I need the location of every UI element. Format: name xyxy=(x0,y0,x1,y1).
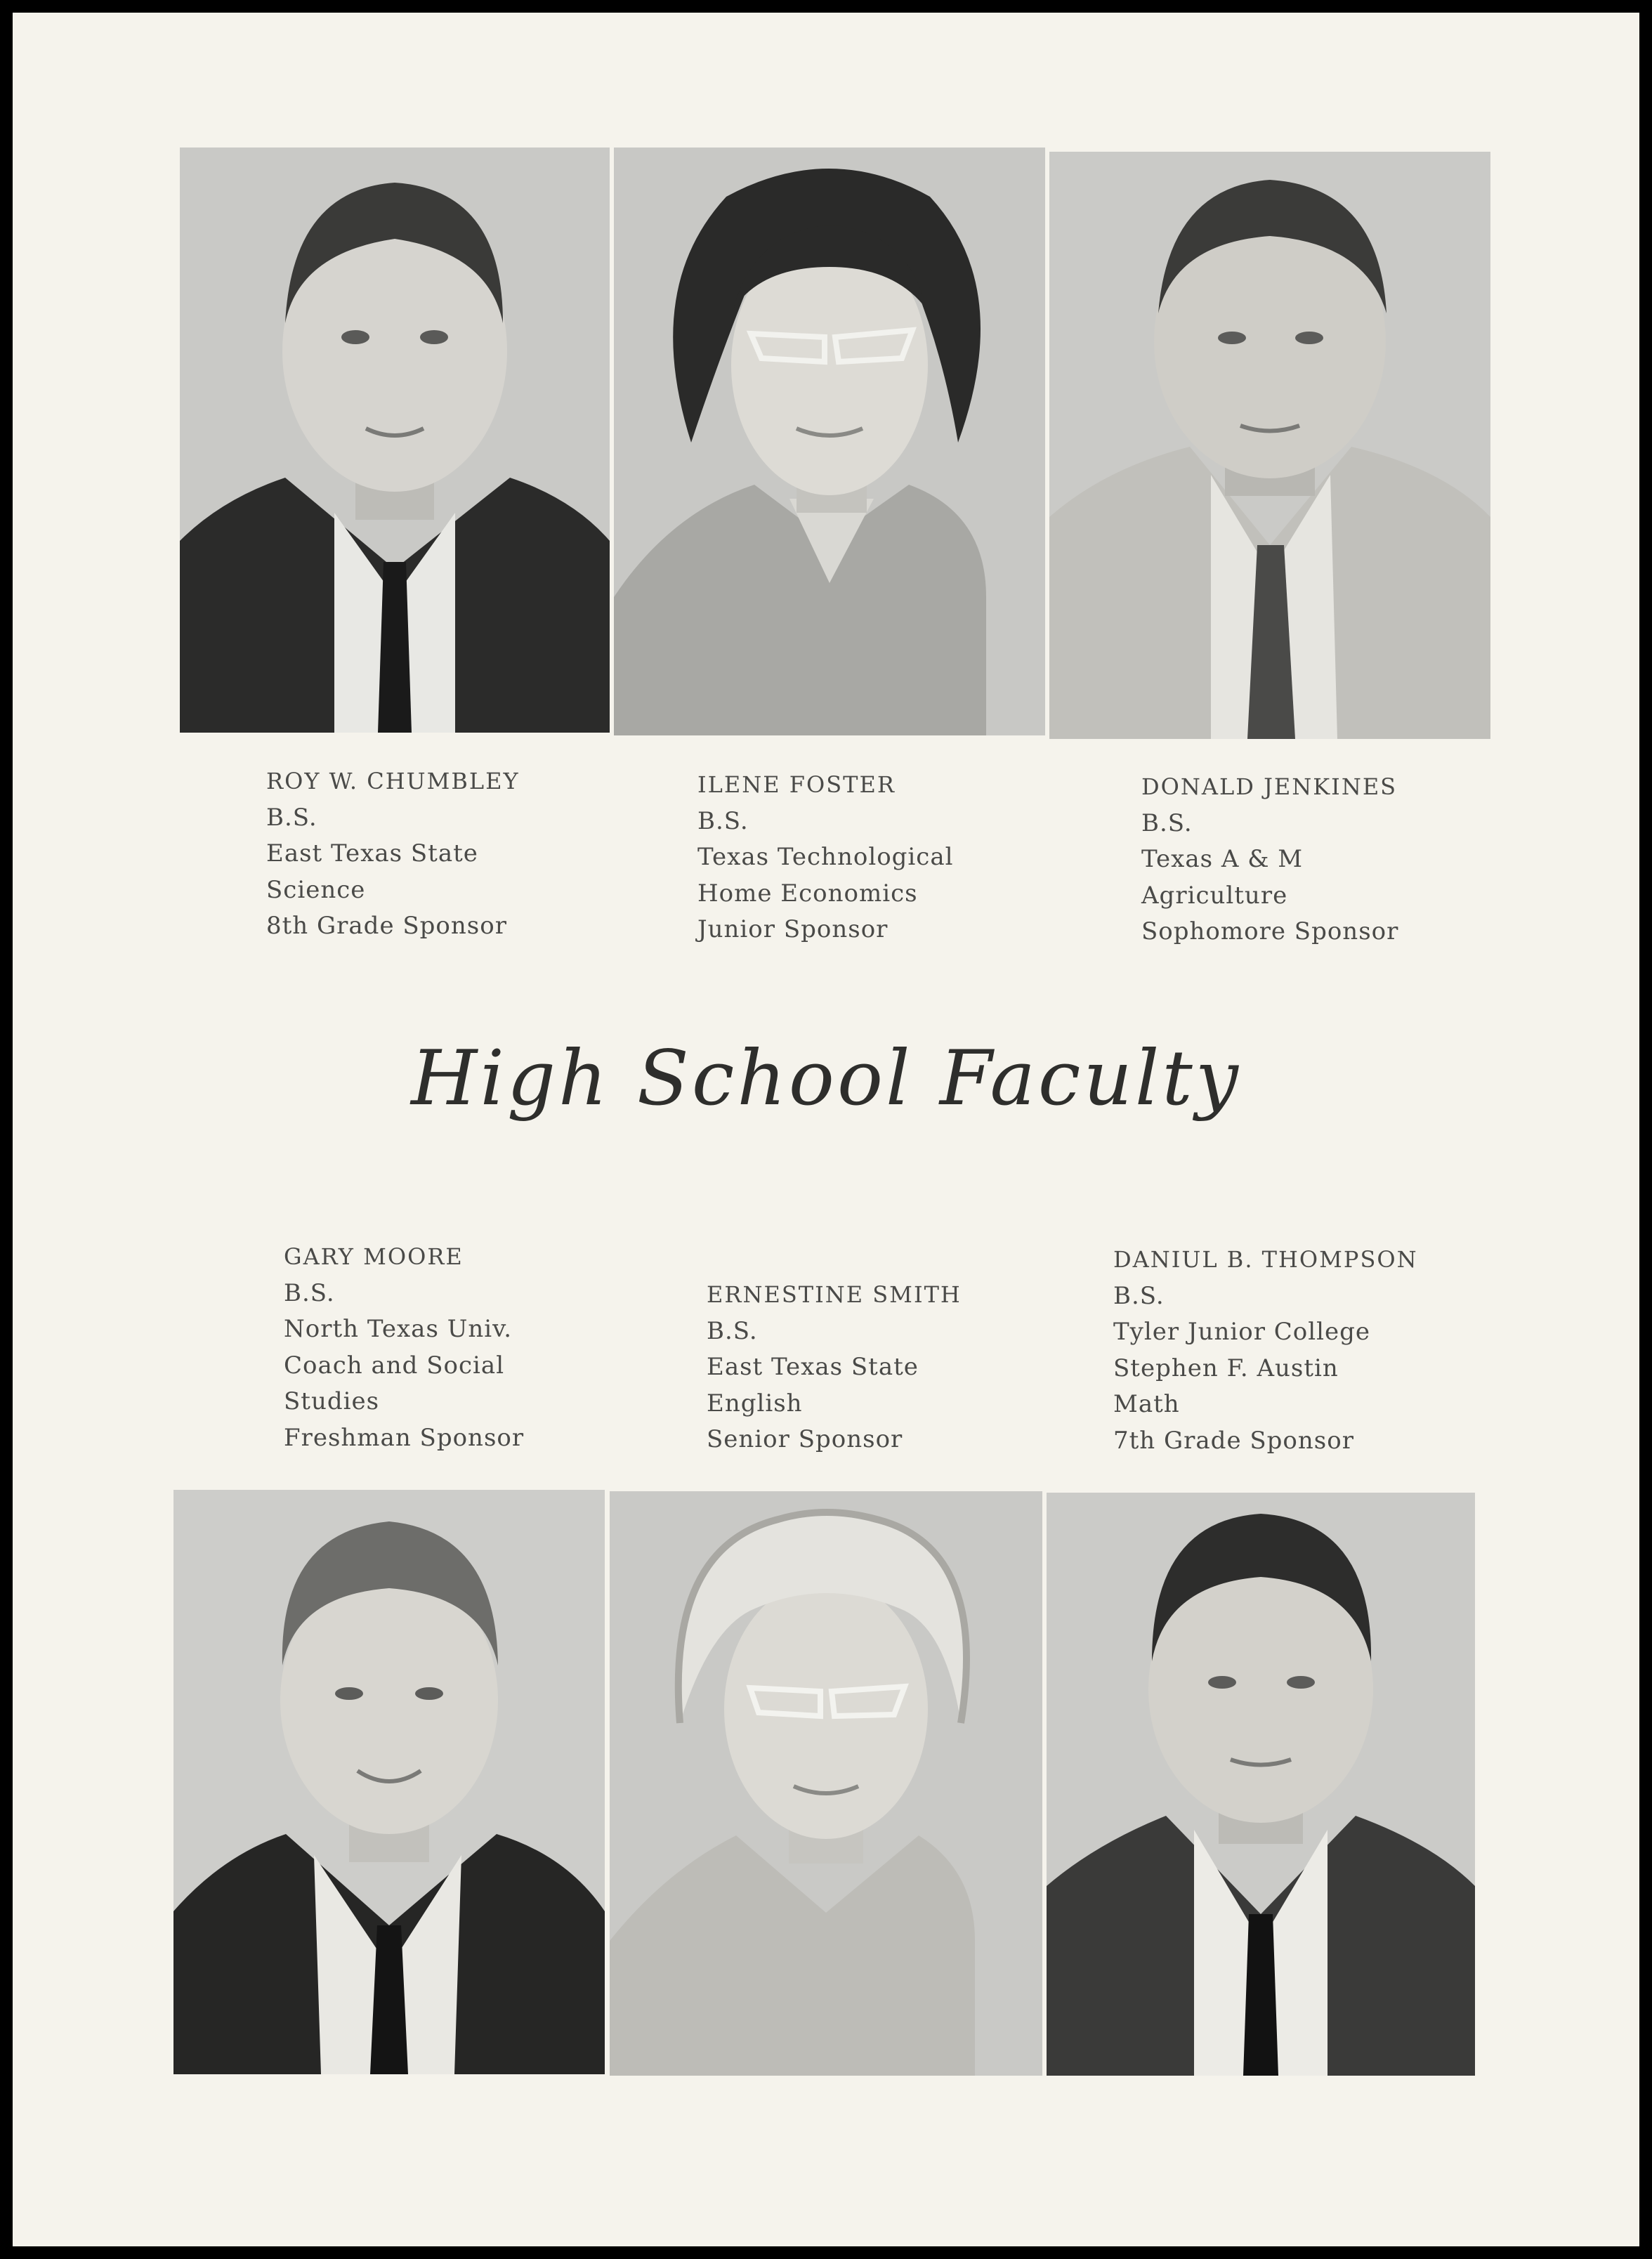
faculty-name: DANIUL B. THOMPSON xyxy=(1113,1246,1418,1273)
faculty-name: GARY MOORE xyxy=(284,1243,464,1270)
faculty-subject: Coach and Social xyxy=(284,1351,505,1380)
faculty-school: Tyler Junior College xyxy=(1113,1318,1371,1346)
faculty-degree: B.S. xyxy=(266,803,317,832)
faculty-degree: B.S. xyxy=(1141,808,1193,837)
faculty-school: Texas Technological xyxy=(697,843,954,871)
faculty-subject: Agriculture xyxy=(1141,881,1288,910)
faculty-degree: B.S. xyxy=(284,1278,335,1307)
faculty-sponsor: 7th Grade Sponsor xyxy=(1113,1426,1354,1455)
caption-moore xyxy=(284,1239,524,1456)
yearbook-page xyxy=(13,13,1639,2246)
faculty-degree: B.S. xyxy=(707,1316,758,1345)
faculty-school: North Texas Univ. xyxy=(284,1315,513,1343)
faculty-name: ERNESTINE SMITH xyxy=(707,1281,962,1308)
faculty-name: ILENE FOSTER xyxy=(697,771,896,798)
faculty-sponsor: Freshman Sponsor xyxy=(284,1423,525,1452)
faculty-school: Texas A & M xyxy=(1141,845,1304,873)
faculty-subject: Studies xyxy=(284,1387,380,1415)
faculty-sponsor: Senior Sponsor xyxy=(707,1425,903,1453)
caption-foster xyxy=(697,767,954,948)
faculty-degree: B.S. xyxy=(1113,1281,1165,1310)
caption-chumbley xyxy=(266,764,520,945)
faculty-subject: Science xyxy=(266,875,366,904)
faculty-sponsor: Junior Sponsor xyxy=(697,915,889,943)
faculty-sponsor: Sophomore Sponsor xyxy=(1141,917,1399,945)
faculty-sponsor: 8th Grade Sponsor xyxy=(266,912,507,940)
portrait-photo-smith xyxy=(610,1491,1042,2076)
caption-jenkines xyxy=(1141,769,1398,950)
faculty-subject: Math xyxy=(1113,1390,1180,1418)
faculty-school: Stephen F. Austin xyxy=(1113,1354,1339,1382)
portrait-photo-jenkines xyxy=(1049,152,1490,739)
portrait-photo-thompson xyxy=(1047,1493,1475,2076)
portrait-photo-chumbley xyxy=(180,148,610,733)
faculty-name: ROY W. CHUMBLEY xyxy=(266,768,520,794)
page-title: High School Faculty xyxy=(411,1035,1241,1122)
caption-thompson xyxy=(1113,1242,1418,1459)
faculty-subject: English xyxy=(707,1389,803,1417)
caption-smith xyxy=(707,1277,962,1458)
portrait-photo-moore xyxy=(173,1490,605,2074)
portrait-photo-foster xyxy=(614,148,1045,735)
faculty-school: East Texas State xyxy=(266,839,478,867)
faculty-name: DONALD JENKINES xyxy=(1141,773,1398,800)
faculty-subject: Home Economics xyxy=(697,879,918,908)
faculty-degree: B.S. xyxy=(697,806,749,835)
faculty-school: East Texas State xyxy=(707,1353,919,1381)
